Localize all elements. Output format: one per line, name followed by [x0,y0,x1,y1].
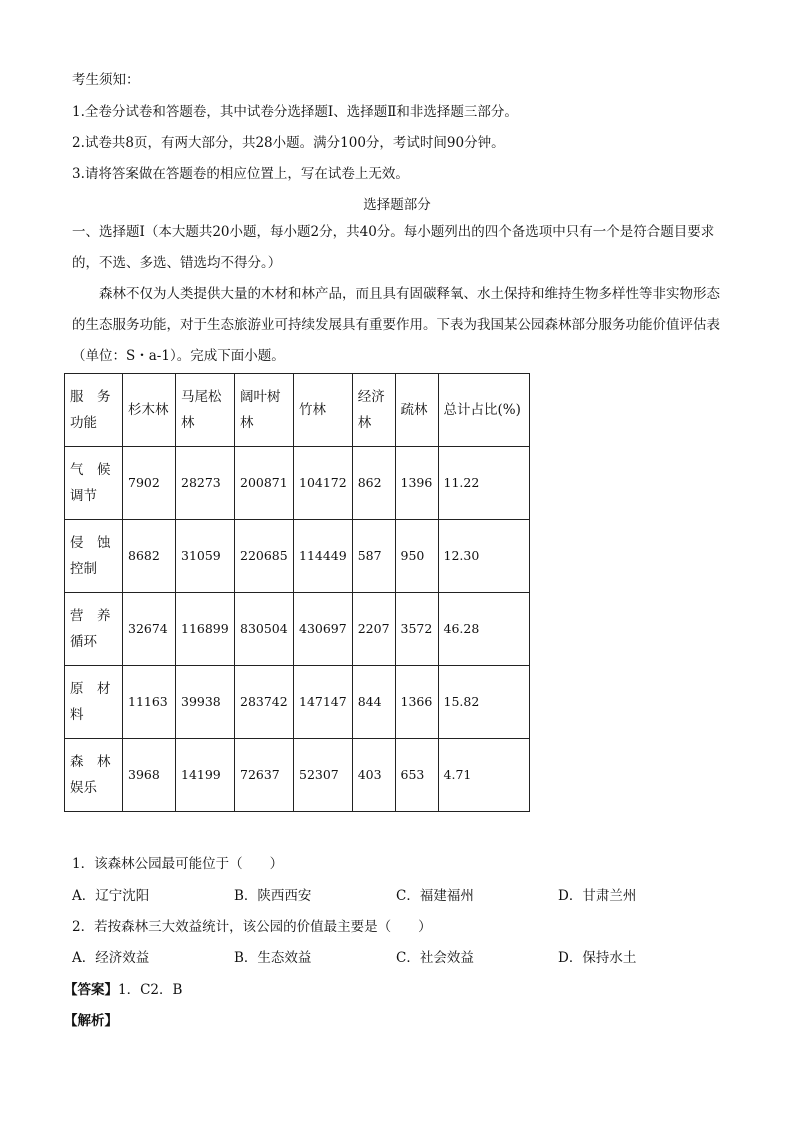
row-label: 森 林娱乐 [65,739,123,812]
question-1-option-b[interactable]: B．陕西西安 [234,888,312,904]
table-cell: 52307 [294,739,353,812]
table-cell: 830504 [235,593,294,666]
table-cell: 220685 [235,520,294,593]
notice-item-2: 2.试卷共8页，有两大部分，共28小题。满分100分，考试时间90分钟。 [72,135,505,151]
table-cell: 32674 [123,593,176,666]
table-cell: 283742 [235,666,294,739]
table-header-cell: 疏林 [395,374,438,447]
table-cell: 11163 [123,666,176,739]
table-row [65,447,530,520]
table-cell: 39938 [176,666,235,739]
table-row [65,739,530,812]
table-cell: 114449 [294,520,353,593]
question-2-option-a[interactable]: A．经济效益 [72,950,150,966]
question-1-option-d[interactable]: D．甘肃兰州 [558,888,637,904]
question-2-option-b[interactable]: B．生态效益 [234,950,312,966]
table-cell: 8682 [123,520,176,593]
table-cell: 403 [352,739,395,812]
notice-item-1: 1.全卷分试卷和答题卷，其中试卷分选择题Ⅰ、选择题Ⅱ和非选择题三部分。 [72,104,518,120]
row-label: 气 候调节 [65,447,123,520]
row-label: 原 材料 [65,666,123,739]
table-header-cell: 总计占比(%) [438,374,529,447]
table-header-cell: 马尾松林 [176,374,235,447]
question-1-option-a[interactable]: A．辽宁沈阳 [72,888,150,904]
table-cell: 862 [352,447,395,520]
table-cell: 12.30 [438,520,529,593]
table-cell: 104172 [294,447,353,520]
analysis-label: 【解析】 [64,1013,118,1029]
table-cell: 147147 [294,666,353,739]
table-header-cell: 竹林 [294,374,353,447]
section-heading: 一、选择题Ⅰ（本大题共20小题，每小题2分，共40分。每小题列出的四个备选项中只有一个是符合题目要求的，不选、多选、错选均不得分。） [72,224,715,271]
table-cell: 1396 [395,447,438,520]
table-cell: 116899 [176,593,235,666]
table-cell: 3968 [123,739,176,812]
question-2-stem: 2．若按森林三大效益统计，该公园的价值最主要是（ ） [72,919,432,935]
answer-line [64,978,182,998]
row-label: 营 养循环 [65,593,123,666]
table-cell: 653 [395,739,438,812]
passage: 森林不仅为人类提供大量的木材和林产品，而且具有固碳释氧、水土保持和维持生物多样性等非实物形态的生态服务功能，对于生态旅游业可持续发展具有重要作用。下表为我国某公园森林部分服务功能价值评估表（单位：S・a-1）。完成下面小题。 [72,286,720,364]
table-cell: 31059 [176,520,235,593]
table-cell: 3572 [395,593,438,666]
table-cell: 200871 [235,447,294,520]
table-cell: 46.28 [438,593,529,666]
table-cell: 4.71 [438,739,529,812]
table-cell: 587 [352,520,395,593]
table-row [65,593,530,666]
question-2-option-d[interactable]: D．保持水土 [558,950,637,966]
table-cell: 72637 [235,739,294,812]
answer-label: 【答案】 [64,982,118,998]
question-1-option-c[interactable]: C．福建福州 [396,888,474,904]
question-2-option-c[interactable]: C．社会效益 [396,950,474,966]
table-cell: 844 [352,666,395,739]
table-cell: 1366 [395,666,438,739]
table-row [65,520,530,593]
table-cell: 28273 [176,447,235,520]
question-1-stem: 1．该森林公园最可能位于（ ） [72,856,284,872]
table-cell: 950 [395,520,438,593]
notice-title: 考生须知： [72,72,140,88]
table-cell: 14199 [176,739,235,812]
table-header-row [65,374,530,447]
table-header-cell: 杉木林 [123,374,176,447]
row-label: 侵 蚀控制 [65,520,123,593]
table-cell: 7902 [123,447,176,520]
forest-service-value-table [64,373,530,812]
table-row [65,666,530,739]
answer-text: 1．C2．B [118,982,183,998]
table-cell: 430697 [294,593,353,666]
table-cell: 11.22 [438,447,529,520]
section-title: 选择题部分 [363,197,431,213]
table-cell: 2207 [352,593,395,666]
table-cell: 15.82 [438,666,529,739]
notice-item-3: 3.请将答案做在答题卷的相应位置上，写在试卷上无效。 [72,166,409,182]
table-header-cell: 阔叶树林 [235,374,294,447]
table-header-cell: 经济林 [352,374,395,447]
table-header-cell: 服 务功能 [65,374,123,447]
